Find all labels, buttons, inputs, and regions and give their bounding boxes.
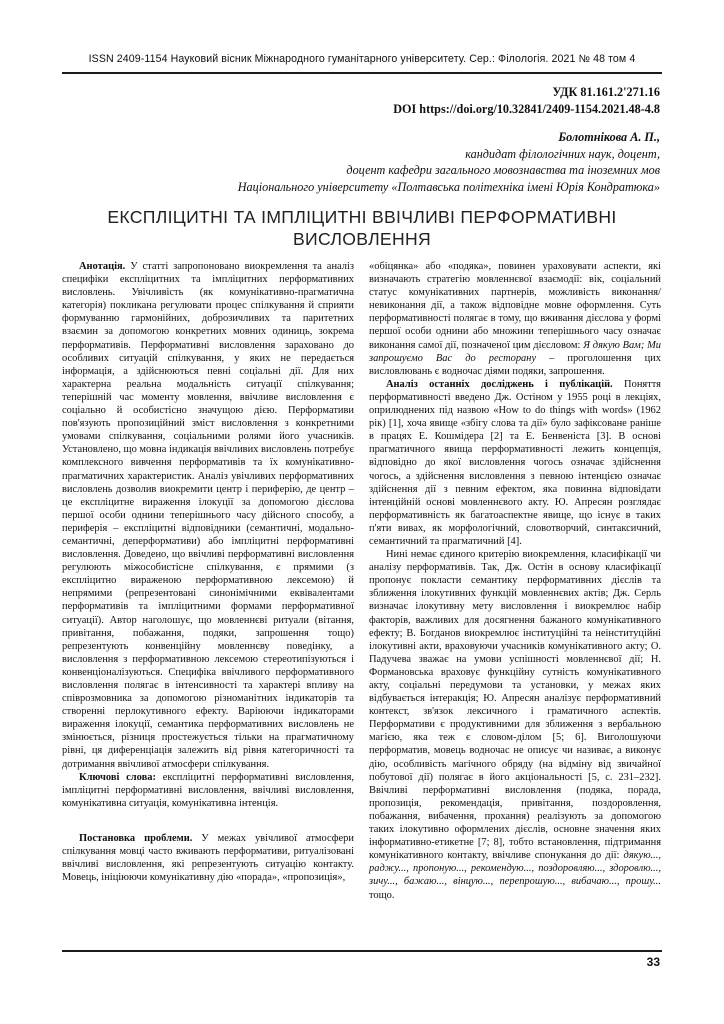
article-title: ЕКСПЛІЦИТНІ ТА ІМПЛІЦИТНІ ВВІЧЛИВІ ПЕРФОРМАТИВНІ ВИСЛОВЛЕННЯ (107, 207, 617, 249)
classification-examples: дякую..., раджу..., пропоную..., рекомендую..., поздоровляю..., здоровлю..., зичу..., бажаю..., вінцую..., перепрошую..., вибачаю..., прошу... (369, 850, 661, 888)
problem-text: У межах увічливої атмосфери спілкування мовці часто вживають перформативи, ритуалізовані ввічливі висловлення, які репрезентують ситуацію контакту. Мовець, ініціюючи комунікативну дію «порада», «пропозиція», (62, 832, 354, 884)
classification-paragraph (369, 548, 661, 902)
annotation-label: Анотація. (79, 261, 126, 272)
running-title: ISSN 2409-1154 Науковий вісник Міжнародного гуманітарного університету. Сер.: Філологія. 2021 № 48 том 4 (88, 53, 636, 65)
left-column (62, 260, 354, 884)
author-institution: Національного університету «Полтавська політехніка імені Юрія Кондратюка» (237, 179, 660, 194)
continuation-tail: – проголошення цих висловлювань є водночас діями подяки, запрошення. (369, 352, 661, 377)
annotation-paragraph (62, 260, 354, 771)
problem-paragraph (62, 832, 354, 884)
running-header (62, 50, 662, 74)
udk-code: УДК 81.161.2'271.16 (552, 85, 660, 99)
problem-label: Постановка проблеми. (79, 832, 193, 844)
keywords-paragraph (62, 771, 354, 810)
page-number: 33 (646, 955, 660, 969)
continuation-paragraph (369, 260, 661, 378)
annotation-text: У статті запропоновано виокремлення та аналіз специфіки експліцитних та імпліцитних перформативних висловлень. Увічливість (як комунікативно-прагматична категорія) покликана регулювати процес спілкування й сприяти формуванню гармонійних, доброзичливих та паритетних взаємин за допомогою конкретних мовних одиниць, зокрема перформативів. Перформативні висловлення зараховано до особливих ситуацій спілкування, у яких не передається інформація, а здійснюються певні соціальні дії. Для них характерна реальна модальність ситуації спілкування; теперішній час моменту мовлення, ввічливе висловлення є соціально й особистісно значущою дією. Перформативи пов'язують пропозиційний зміст висловлення з конкретними умовами спілкування, соціальними ролями його учасників. Установлено, що мовна індикація ввічливих висловлень потребує комплексного вивчення перформативів та їх комунікативно-прагматичних характеристик. Аналіз увічливих перформативних висловлень дозволив виокремити центр і периферію, де центр – це експліцитне вираження ілокуції за допомогою дієслова першої особи однини теперішнього часу дійсного способу, а периферія – експліцитні відповідники (семантичні, модально-семантичні, деперформативи) або імпліцитні перформативні висловлення. Доведено, що ввічливі перформативні висловлення регулюють міжособистісне спілкування, є прямими (з експліцитно вираженою перформативною лексемою) й непрямими (репрезентовані синонімічними еквівалентами перформативів та імпліцитними формами перформативної ситуації). Автор наголошує, що мовленнєві ритуали (вітання, привітання, побажання, подяки, запрошення тощо) репрезентують конвенційну мовленнєву поведінку, а висловлення з перформативною лексемою стереотипізуються і конвенціоналізуються. Специфіка ввічливого перформативного висловлення полягає в інтенсивності та характері впливу на співрозмовника за допомогою різноманітних індикаторів та створенні перлокутивного ефекту. Варіюючи індикаторами вираження ілокуції, семантика перформативних висловлень не змінюється, різниця простежується тільки на прагматичному рівні, ця диференціація залежить від рівня категоричності та дотримання ввічливої атмосфери спілкування. (62, 261, 354, 770)
continuation-text: «обіцянка» або «подяка», повинен ураховувати аспекти, які визначають стратегію мовленнєвої взаємодії: вік, соціальний статус комунікативних партнерів, можливість виконання/невиконання дії, а також відповідне мовне оформлення. Суть перформативності полягає в тому, що вживання дієслова у формі першої особи однини або множини теперішнього часу означає виконання самої дії, позначеної цим дієсловом: (369, 261, 661, 351)
author-position: доцент кафедри загального мовознавства та іноземних мов (346, 163, 660, 177)
classification-tail: тощо. (369, 889, 395, 901)
research-paragraph (369, 378, 661, 548)
classification-text: Нині немає єдиного критерію виокремлення, класифікації чи аналізу перформативів. Так, Дж. Остін в основу класифікації пропонує покласти семантику перформативних дієслів та зближення ілокутивних функцій мовленнєвих актів; Дж. Серль визначає ілокутивну мету висловлення і виокремлює набір факторів, важливих для досягнення бажаного комунікативного ефекту; В. Богданов виокремлює інституційні та неінституційні ілокутивні акти, враховуючи учасників комунікативного акту; О. Падучева зважає на умови успішності мовленнєвої дії; Н. Формановська враховує функційну сутність комунікативного акту, соціальні передумови та установки, у межах яких відбувається інтеракція; Ю. Апресян аналізує перформативний контекст, зв'язок лексичного і граматичного аспектів. Перформативи є продуктивними для зближення з вербальною магією, яка теж є словом-ділом [5; 6]. Виголошуючи перформатив, мовець водночас не описує чи називає, а виконує дію, особливість магічного обряду (на відміну від звичайної побутової дії) полягає в його акціональності [5, с. 231–232]. Ввічливі перформативні висловлення (подяка, порада, пропозиція, рекомендація, привітання, поздоровлення, побажання, вибачення, прохання) реалізують за допомогою таких ілокутивно оформлених дієслів, основне значення яких інформативно-етикетне [7; 8], тобто встановлення, підтримання комунікативного контакту, ввічливе спонукання до дії: (369, 549, 661, 862)
keywords-text: експліцитні перформативні висловлення, імпліцитні перформативні висловлення, ввічливі висловлення, комунікативна ситуація, комунікативна інтенція. (62, 771, 354, 809)
research-label: Аналіз останніх досліджень і публікацій. (386, 378, 613, 390)
doi-link[interactable]: DOI https://doi.org/10.32841/2409-1154.2021.48-4.8 (393, 102, 660, 116)
author-block (238, 129, 660, 195)
research-text: Поняття перформативності введено Дж. Остіном у 1955 році в лекціях, оприлюднених під назвою «How to do things with words» (1962 рік) [1], хоча явище «збігу слова та дії» було зафіксоване раніше в працях Е. Кошмідера [2] та Е. Бенвеніста [3]. В основі прагматичного явища перформативності лежить концепція, відповідно до якої висловлення чогось означає здійснення чогось, а здійснення висловлення з певною інтенцією означає здійснення дії з певним ефектом, яка повинна відповідати інтенційній основі мовленнєвого акту. Ю. Апресян розглядає перформативність як багатоаспектне явище, що існує в таких п'яти вивах, як морфологічний, словотворчий, синтаксичний, семантичний та прагматичний [4]. (369, 378, 661, 547)
continuation-examples: Я дякую Вам; Ми запрошуємо Вас до ресторану (369, 339, 661, 364)
author-degree: кандидат філологічних наук, доцент, (465, 146, 660, 161)
keywords-label: Ключові слова: (79, 771, 156, 783)
author-name: Болотнікова А. П., (558, 130, 660, 144)
footer-rule (62, 950, 662, 952)
right-column (369, 260, 661, 902)
